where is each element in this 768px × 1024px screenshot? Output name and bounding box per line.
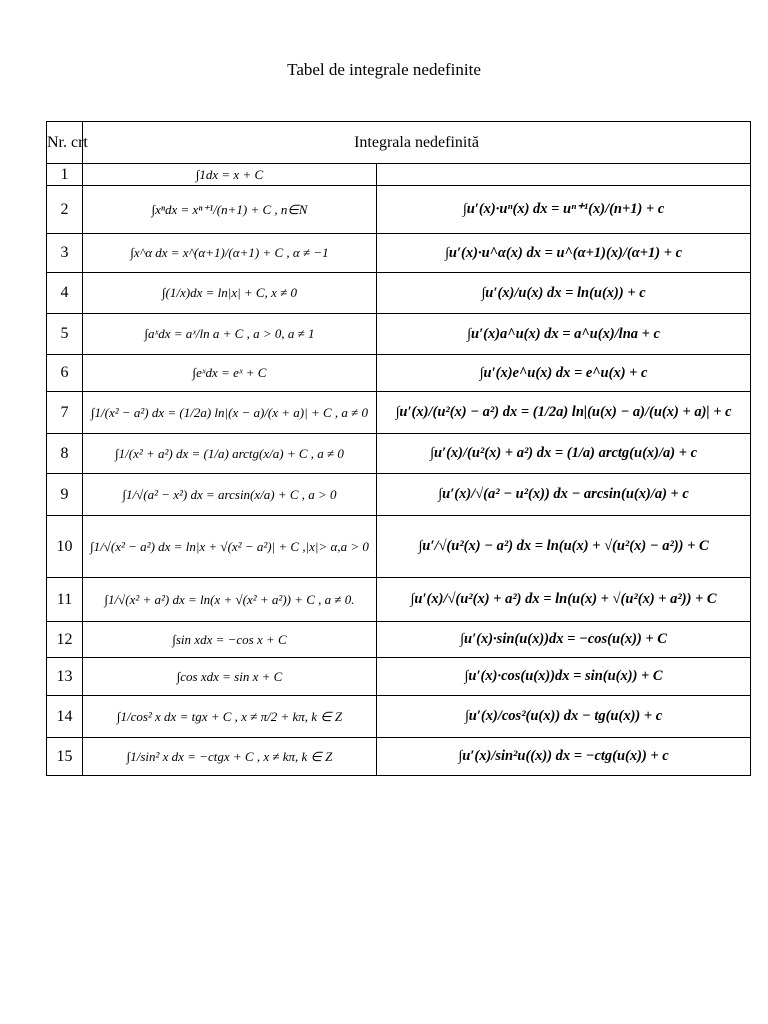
header-integral: Integrala nedefinită [83,122,751,164]
general-integral-formula: ∫u′(x)·sin(u(x))dx = −cos(u(x)) + C [377,622,751,658]
table-row [47,516,751,578]
basic-integral-formula: ∫cos xdx = sin x + C [83,658,377,696]
basic-integral-formula: ∫sin xdx = −cos x + C [83,622,377,658]
general-integral-formula: ∫u′(x)·u^α(x) dx = u^(α+1)(x)/(α+1) + c [377,234,751,273]
general-integral-formula: ∫u′(x)/cos²(u(x)) dx − tg(u(x)) + c [377,696,751,738]
general-integral-formula: ∫u′(x)·cos(u(x))dx = sin(u(x)) + C [377,658,751,696]
row-number: 13 [47,658,83,696]
header-nr-crt: Nr. crt [47,122,83,164]
basic-integral-formula: ∫1/√(x² − a²) dx = ln|x + √(x² − a²)| + C ,|x|> α,a > 0 [83,516,377,578]
general-integral-formula: ∫u′(x)/√(u²(x) + a²) dx = ln(u(x) + √(u²(x) + a²)) + C [377,578,751,622]
row-number: 11 [47,578,83,622]
row-number: 8 [47,434,83,474]
basic-integral-formula: ∫1/√(a² − x²) dx = arcsin(x/a) + C , a > 0 [83,474,377,516]
basic-integral-formula: ∫(1/x)dx = ln|x| + C, x ≠ 0 [83,273,377,314]
basic-integral-formula: ∫aˣdx = aˣ/ln a + C , a > 0, a ≠ 1 [83,314,377,355]
table-header-row [47,122,751,164]
table-row [47,186,751,234]
basic-integral-formula: ∫1/sin² x dx = −ctgx + C , x ≠ kπ, k ∈ Z [83,738,377,776]
table-row [47,658,751,696]
row-number: 5 [47,314,83,355]
row-number: 9 [47,474,83,516]
page-title: Tabel de integrale nedefinite [287,60,481,79]
basic-integral-formula: ∫xⁿdx = xⁿ⁺¹/(n+1) + C , n∈N [83,186,377,234]
general-integral-formula: ∫u′/√(u²(x) − a²) dx = ln(u(x) + √(u²(x) − a²)) + C [377,516,751,578]
row-number: 10 [47,516,83,578]
table-row [47,696,751,738]
general-integral-formula: ∫u′(x)/sin²u((x)) dx = −ctg(u(x)) + c [377,738,751,776]
general-integral-formula: ∫u′(x)/√(a² − u²(x)) dx − arcsin(u(x)/a) + c [377,474,751,516]
table-row [47,234,751,273]
basic-integral-formula: ∫1/√(x² + a²) dx = ln(x + √(x² + a²)) + C , a ≠ 0. [83,578,377,622]
row-number: 6 [47,355,83,392]
general-integral-formula: ∫u′(x)·uⁿ(x) dx = uⁿ⁺¹(x)/(n+1) + c [377,186,751,234]
basic-integral-formula: ∫1/(x² − a²) dx = (1/2a) ln|(x − a)/(x + a)| + C , a ≠ 0 [83,392,377,434]
row-number: 15 [47,738,83,776]
basic-integral-formula: ∫1dx = x + C [83,164,377,186]
general-integral-formula: ∫u′(x)/(u²(x) + a²) dx = (1/a) arctg(u(x)/a) + c [377,434,751,474]
row-number: 2 [47,186,83,234]
row-number: 7 [47,392,83,434]
general-integral-formula: ∫u′(x)e^u(x) dx = e^u(x) + c [377,355,751,392]
basic-integral-formula: ∫1/(x² + a²) dx = (1/a) arctg(x/a) + C , a ≠ 0 [83,434,377,474]
basic-integral-formula: ∫eˣdx = eˣ + C [83,355,377,392]
basic-integral-formula: ∫x^α dx = x^(α+1)/(α+1) + C , α ≠ −1 [83,234,377,273]
integrals-table [46,121,751,776]
general-integral-formula: ∫u′(x)/u(x) dx = ln(u(x)) + c [377,273,751,314]
table-row [47,578,751,622]
table-row [47,738,751,776]
row-number: 4 [47,273,83,314]
table-row [47,474,751,516]
table-row [47,273,751,314]
row-number: 14 [47,696,83,738]
table-row [47,434,751,474]
general-integral-formula: ∫u′(x)a^u(x) dx = a^u(x)/lna + c [377,314,751,355]
table-row [47,622,751,658]
table-row [47,355,751,392]
general-integral-formula: ∫u′(x)/(u²(x) − a²) dx = (1/2a) ln|(u(x) − a)/(u(x) + a)| + c [377,392,751,434]
table-row [47,392,751,434]
table-row [47,314,751,355]
row-number: 3 [47,234,83,273]
table-row [47,164,751,186]
general-integral-formula [377,164,751,186]
row-number: 1 [47,164,83,186]
row-number: 12 [47,622,83,658]
basic-integral-formula: ∫1/cos² x dx = tgx + C , x ≠ π/2 + kπ, k ∈ Z [83,696,377,738]
